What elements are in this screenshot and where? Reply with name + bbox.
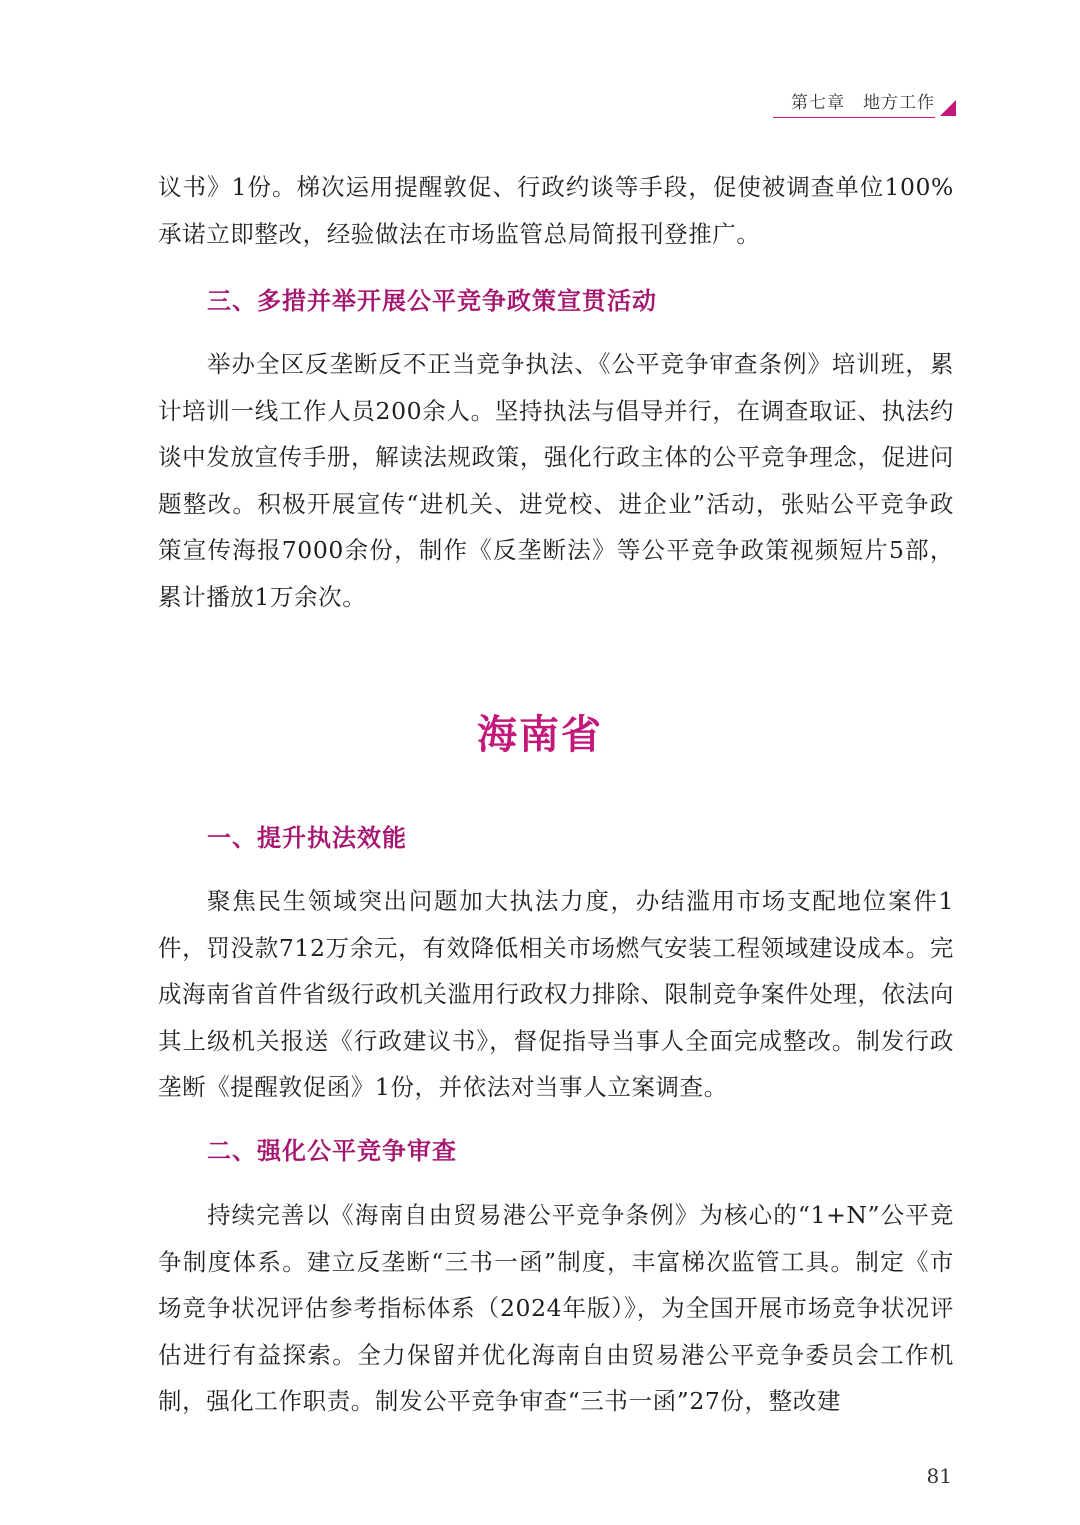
section-heading-2: 二、强化公平竞争审查 [207,1137,457,1165]
page-number: 81 [926,1464,952,1488]
header-corner-mark [940,100,956,116]
running-header: 第七章 地方工作 [773,88,935,118]
paragraph-publicity: 举办全区反垄断反不正当竞争执法、《公平竞争审查条例》培训班，累计培训一线工作人员200余人。坚持执法与倡导并行，在调查取证、执法约谈中发放宣传手册，解读法规政策，强化行政主体的公平竞争理念，促进问题整改。积极开展宣传“进机关、进党校、进企业”活动，张贴公平竞争政策宣传海报7000余份，制作《反垄断法》等公平竞争政策视频短片5部，累计播放1万余次。 [158,350,954,611]
section-heading-1: 一、提升执法效能 [207,824,407,852]
chapter-title: 海南省 [477,712,603,758]
section-heading-3: 三、多措并举开展公平竞争政策宣贯活动 [207,287,657,315]
paragraph-review: 持续完善以《海南自由贸易港公平竞争条例》为核心的“1+N”公平竞争制度体系。建立反垄断“三书一函”制度，丰富梯次监管工具。制定《市场竞争状况评估参考指标体系（2024年版）》，为全国开展市场竞争状况评估进行有益探索。全力保留并优化海南自由贸易港公平竞争委员会工作机制，强化工作职责。制发公平竞争审查“三书一函”27份，整改建 [158,1201,954,1415]
paragraph-continued: 议书》1份。梯次运用提醒敦促、行政约谈等手段，促使被调查单位100%承诺立即整改，经验做法在市场监管总局简报刊登推广。 [158,173,954,248]
paragraph-enforcement: 聚焦民生领域突出问题加大执法力度，办结滥用市场支配地位案件1件，罚没款712万余元，有效降低相关市场燃气安装工程领域建设成本。完成海南省首件省级行政机关滥用行政权力排除、限制竞争案件处理，依法向其上级机关报送《行政建议书》，督促指导当事人全面完成整改。制发行政垄断《提醒敦促函》1份，并依法对当事人立案调查。 [158,887,954,1101]
